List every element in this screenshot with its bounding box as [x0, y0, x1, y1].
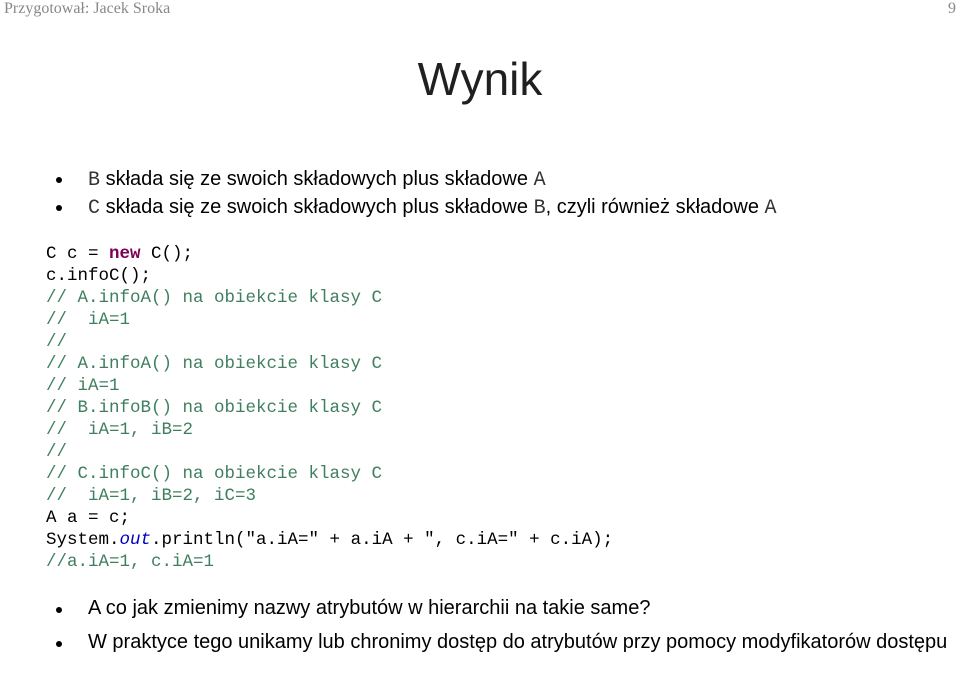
- code-comment: //: [46, 332, 68, 352]
- class-name: B: [88, 169, 101, 192]
- slide-title: Wynik: [417, 53, 543, 105]
- bullet-item: [56, 194, 777, 222]
- code-comment: // C.infoC() na obiekcie klasy C: [46, 464, 383, 484]
- code-comment: // iA=1: [46, 376, 120, 396]
- bottom-bullet-list: [56, 596, 947, 664]
- class-name: C: [88, 197, 101, 220]
- bullet-text: W praktyce tego unikamy lub chronimy dostęp do atrybutów przy pomocy modyfikatorów dostępu: [88, 631, 948, 653]
- code-block: [46, 243, 613, 573]
- code-text: C c =: [46, 244, 110, 264]
- code-comment: // iA=1, iB=2: [46, 420, 194, 440]
- page-number: 9: [948, 0, 956, 17]
- bullet-item: [56, 166, 777, 194]
- code-comment: // iA=1, iB=2, iC=3: [46, 486, 257, 506]
- bullet-item: [56, 630, 947, 654]
- code-line: c.infoC();: [46, 266, 152, 286]
- top-bullet-list: [56, 166, 777, 222]
- code-keyword: new: [109, 244, 141, 264]
- code-line: [46, 243, 613, 265]
- code-comment: //: [46, 442, 68, 462]
- code-comment: //a.iA=1, c.iA=1: [46, 552, 215, 572]
- class-name: A: [764, 197, 777, 220]
- code-text: System.: [46, 530, 120, 550]
- bullet-dot-icon: [56, 641, 62, 647]
- bullet-text: , czyli również składowe: [545, 196, 765, 218]
- bullet-text: A co jak zmienimy nazwy atrybutów w hierarchii na takie same?: [88, 597, 651, 619]
- code-line: [46, 529, 613, 551]
- code-text: .println("a.iA=" + a.iA + ", c.iA=" + c.iA);: [151, 530, 614, 550]
- code-comment: // B.infoB() na obiekcie klasy C: [46, 398, 383, 418]
- header-author: Przygotował: Jacek Sroka: [4, 0, 171, 17]
- code-line: A a = c;: [46, 508, 131, 528]
- bullet-item: [56, 596, 947, 620]
- code-text: C();: [140, 244, 194, 264]
- code-comment: // A.infoA() na obiekcie klasy C: [46, 288, 383, 308]
- class-name: B: [533, 197, 546, 220]
- bullet-dot-icon: [56, 205, 62, 211]
- code-static-field: out: [119, 530, 152, 550]
- bullet-dot-icon: [56, 607, 62, 613]
- class-name: A: [533, 169, 546, 192]
- bullet-dot-icon: [56, 177, 62, 183]
- code-comment: // iA=1: [46, 310, 131, 330]
- bullet-text: składa się ze swoich składowych plus składowe: [100, 168, 534, 190]
- bullet-text: składa się ze swoich składowych plus składowe: [100, 196, 534, 218]
- code-comment: // A.infoA() na obiekcie klasy C: [46, 354, 383, 374]
